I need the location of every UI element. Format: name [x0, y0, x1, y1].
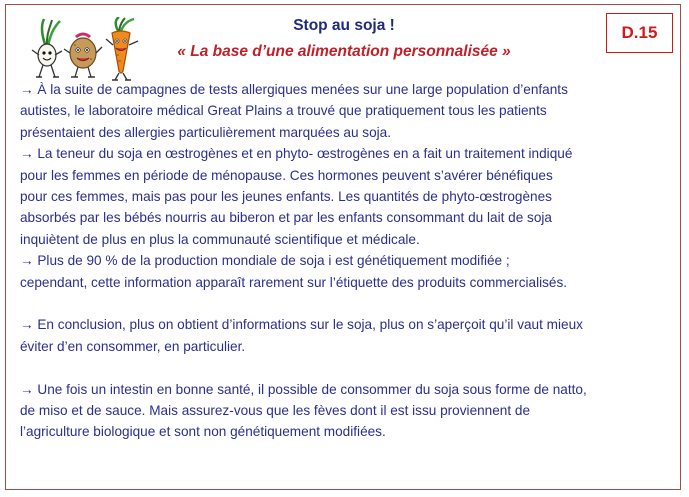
text-line: → La teneur du soja en œstrogènes et en phyto- œstrogènes en a fait un traitement indiqué: [20, 146, 573, 162]
text-line: → Une fois un intestin en bonne santé, il possible de consommer du soja sous forme de natto,: [20, 381, 587, 397]
paragraph-gmo: [20, 250, 680, 293]
text-line: → Plus de 90 % de la production mondiale de soja i est génétiquement modifiée ;: [20, 253, 510, 269]
article-body: [20, 79, 680, 443]
text-line: autistes, le laboratoire médical Great Plains a trouvé que pratiquement tous les patients: [20, 103, 547, 119]
text-line: pour les femmes en période de ménopause. Ces hormones peuvent s’avérer bénéfiques: [20, 167, 553, 183]
paragraph-allergies: [20, 79, 680, 143]
text-line: présentaient des allergies particulièrement marquées au soja.: [20, 124, 392, 140]
text-line: l’agriculture biologique et sont non génétiquement modifiées.: [20, 424, 386, 440]
text-line: de miso et de sauce. Mais assurez-vous que les fèves dont il est issu proviennent de: [20, 403, 531, 419]
document-code-badge: D.15: [606, 13, 673, 53]
text-line: éviter d’en consommer, en particulier.: [20, 338, 246, 354]
paragraph-spacer: [20, 357, 680, 378]
text-line: pour ces femmes, mais pas pour les jeunes enfants. Les quantités de phyto-œstrogènes: [20, 189, 552, 205]
page-subtitle: « La base d’une alimentation personnalisée »: [177, 43, 511, 60]
paragraph-spacer: [20, 293, 680, 314]
text-line: cependant, cette information apparaît rarement sur l’étiquette des produits commercialisés.: [20, 274, 568, 290]
page-title: Stop au soja !: [293, 17, 395, 34]
paragraph-healthy-intestine: [20, 379, 680, 443]
text-line: → En conclusion, plus on obtient d’informations sur le soja, plus on s’aperçoit qu’il vaut mieux: [20, 317, 583, 333]
info-card: [5, 4, 681, 490]
text-line: absorbés par les bébés nourris au biberon et par les enfants consommant du lait de soja: [20, 210, 552, 226]
text-line: inquiètent de plus en plus la communauté scientifique et médicale.: [20, 231, 420, 247]
paragraph-conclusion: [20, 314, 680, 357]
text-line: → À la suite de campagnes de tests allergiques menées sur une large population d’enfants: [20, 82, 568, 97]
paragraph-estrogens: [20, 143, 680, 250]
